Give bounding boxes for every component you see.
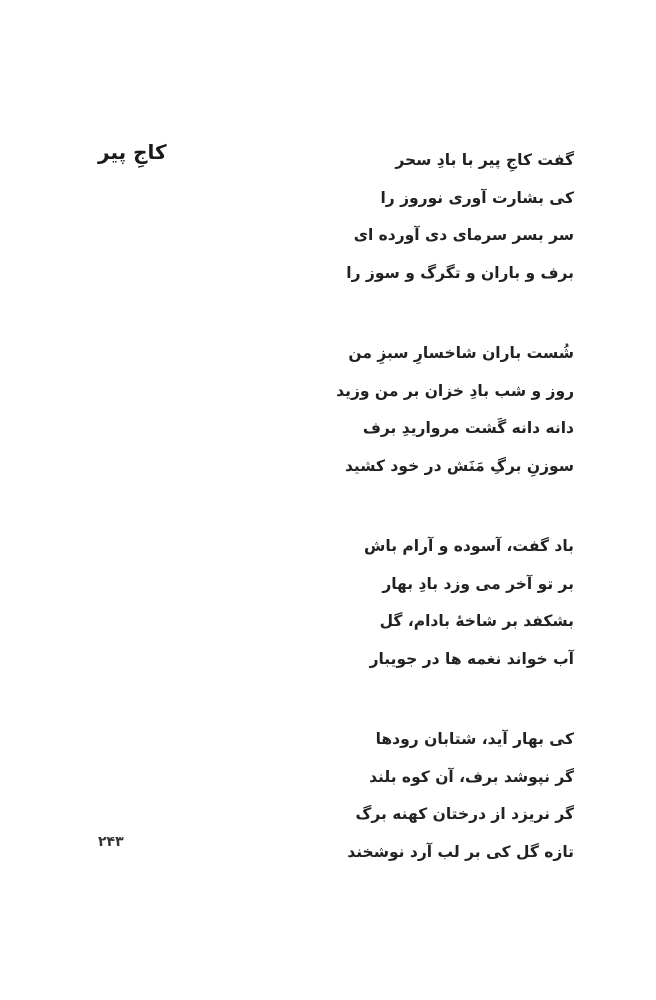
verse-line: کی بشارت آوری نوروز را	[380, 188, 574, 207]
verse-line: کی بهار آید، شتابان رودها	[375, 730, 574, 748]
verse-line: تازه گل کی بر لب آرد نوشخند	[347, 842, 574, 861]
stanza-4	[254, 721, 574, 871]
stanza-1	[254, 142, 574, 292]
verse-line: آب خواند نغمه ها در جویبار	[369, 649, 574, 668]
verse-line: شُست باران شاخسارِ سبزِ من	[348, 344, 574, 362]
verse-line: دانه دانه گَشت مرواریدِ برف	[362, 419, 574, 437]
verse-line: گر نریزد از درختان کهنه برگ	[355, 805, 574, 823]
verse-line: بر تو آخر می وزد بادِ بهار	[382, 574, 574, 593]
verse-line: روز و شب بادِ خزان بر من وزید	[336, 381, 574, 400]
verse-line: سر بسر سرمای دی آورده ای	[353, 226, 574, 244]
poem-body	[254, 142, 574, 914]
stanza-3	[254, 528, 574, 678]
verse-line: باد گفت، آسوده و آرام باش	[364, 537, 574, 555]
verse-line: بشکفد بر شاخهٔ بادام، گل	[379, 612, 574, 630]
verse-line: گفت کاجِ پیر با بادِ سحر	[395, 151, 574, 169]
verse-line: برف و باران و تگرگ و سوز را	[346, 263, 574, 282]
verse-line: سوزنِ برگِ مَنَش در خود کشید	[344, 456, 574, 475]
verse-line: گر نپوشد برف، آن کوه بلند	[369, 767, 574, 786]
poem-title: کاجِ پیر	[98, 140, 167, 164]
page-number: ۲۴۳	[98, 834, 124, 850]
stanza-2	[254, 335, 574, 485]
